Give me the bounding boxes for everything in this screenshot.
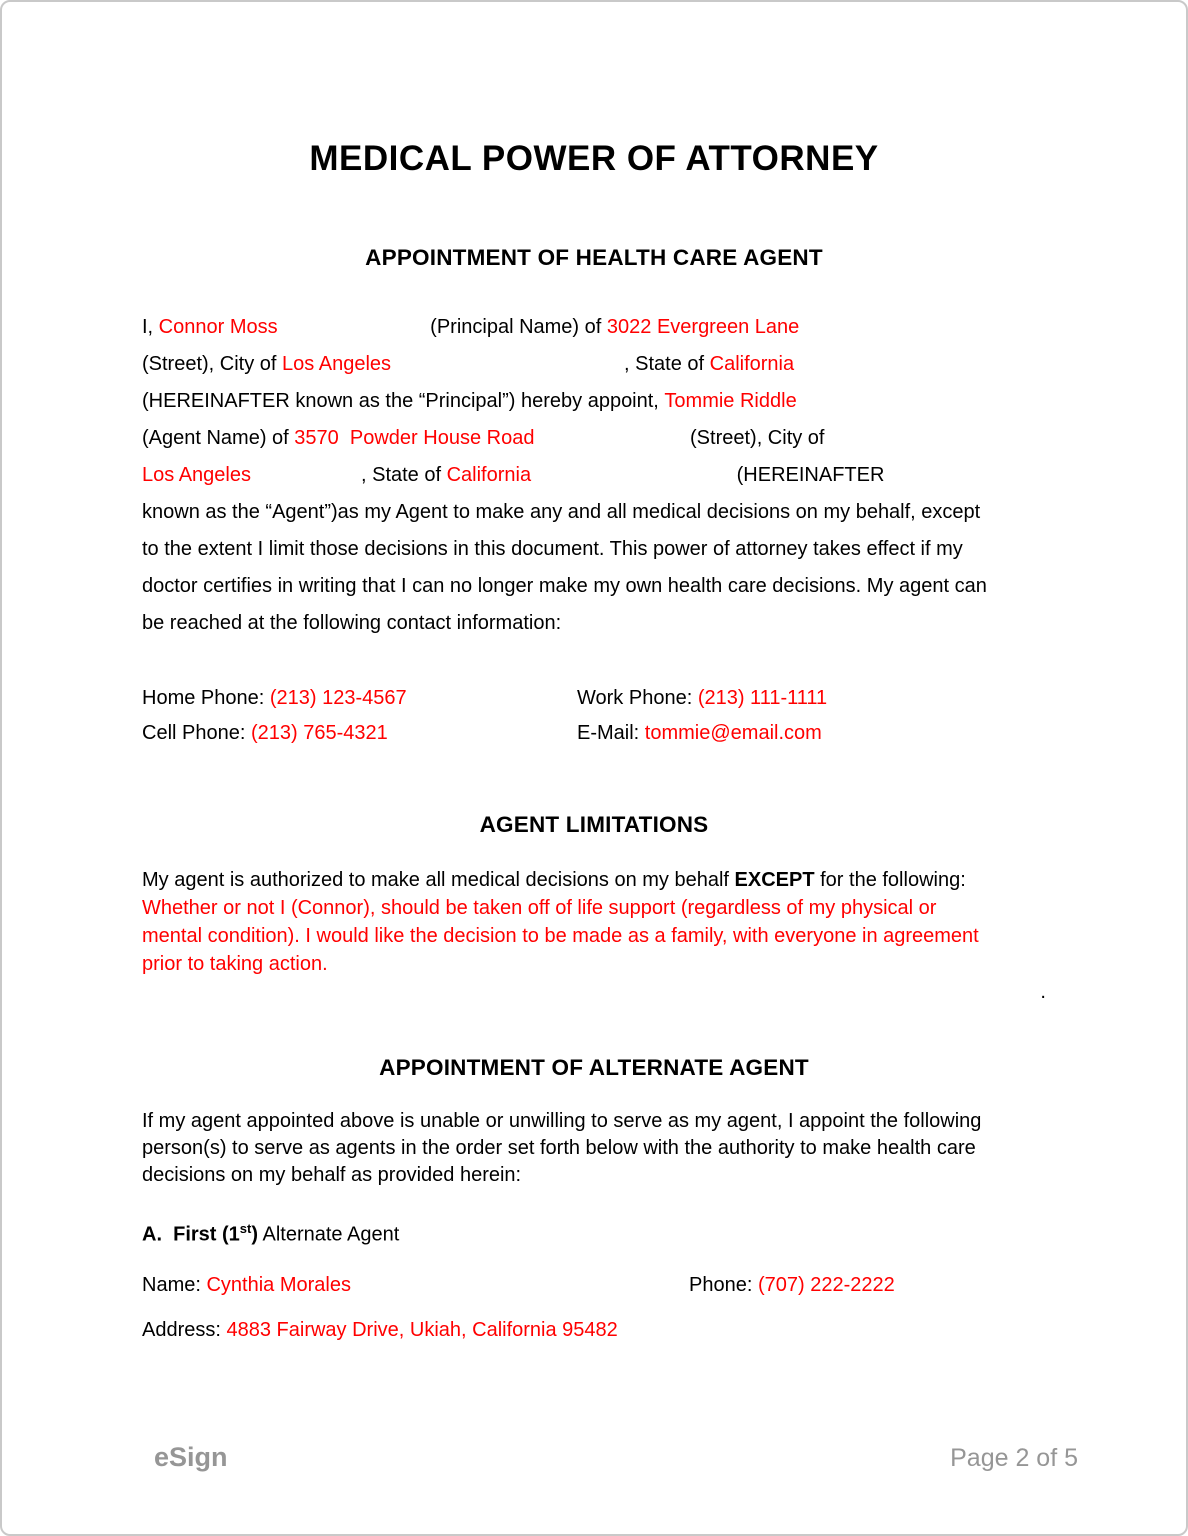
limitation-text-line xyxy=(142,951,1046,979)
alternate-phone-field xyxy=(689,1270,1036,1300)
limitation-text-line xyxy=(142,923,1046,951)
static-text: (Agent Name) of xyxy=(142,427,295,449)
limitation-text-value: prior to taking action. xyxy=(142,953,328,975)
esign-logo: eSign xyxy=(154,1442,228,1472)
limitation-blank-line xyxy=(142,979,1046,1007)
heading-alternate-agent: APPOINTMENT OF ALTERNATE AGENT xyxy=(379,1055,809,1080)
static-text: be reached at the following contact information: xyxy=(142,612,562,634)
form-line xyxy=(142,453,1046,490)
blank-line xyxy=(822,746,978,748)
page-footer xyxy=(154,1442,1078,1473)
address-label: Address: xyxy=(142,1319,227,1341)
alternate-phone-value: (707) 222-2222 xyxy=(757,1274,895,1296)
static-text: (Principal Name) of xyxy=(424,316,607,338)
blank-line xyxy=(531,488,731,490)
principal-street-value: 3022 Evergreen Lane xyxy=(606,316,800,338)
static-text: , State of xyxy=(360,464,447,486)
item-letter: A. xyxy=(142,1224,162,1246)
static-text: I, xyxy=(142,316,159,338)
static-text: (Street), City of xyxy=(684,427,825,449)
first-alternate-item xyxy=(142,1223,1046,1250)
contact-row xyxy=(142,678,1046,713)
item-ordinal-close: ) xyxy=(251,1224,259,1246)
item-ordinal: First (1 xyxy=(162,1224,240,1246)
blank-line xyxy=(799,340,1046,342)
alternate-address-row xyxy=(142,1315,1046,1345)
static-text: (HEREINAFTER known as the “Principal”) hereby appoint, xyxy=(142,390,665,412)
static-text: doctor certifies in writing that I can no longer make my own health care decisions. My agent can xyxy=(142,575,987,597)
alternate-paragraph xyxy=(142,1109,1046,1190)
email-value: tommie@email.com xyxy=(644,722,822,744)
blank-line xyxy=(895,1298,1036,1300)
work-phone-label: Work Phone: xyxy=(577,687,698,709)
alternate-address-value: 4883 Fairway Drive, Ukiah, California 95482 xyxy=(226,1319,618,1341)
alternate-name-value: Cynthia Morales xyxy=(206,1274,351,1296)
static-text: , State of xyxy=(624,353,710,375)
form-line xyxy=(142,342,1046,379)
limitation-text-line xyxy=(142,895,1046,923)
static-text: person(s) to serve as agents in the order set forth below with the authority to make health care xyxy=(142,1137,976,1159)
blank-line xyxy=(328,977,1046,979)
ordinal-superscript: st xyxy=(239,1221,252,1237)
home-phone-value: (213) 123-4567 xyxy=(269,687,407,709)
text-line xyxy=(142,1109,1046,1136)
cell-phone-field xyxy=(142,713,569,748)
static-text: Alternate Agent xyxy=(258,1224,400,1246)
form-line xyxy=(142,379,1046,416)
agent-name-value: Tommie Riddle xyxy=(664,390,797,412)
alternate-name-field xyxy=(142,1270,679,1300)
static-text: known as the “Agent”)as my Agent to make any and all medical decisions on my behalf, except xyxy=(142,501,981,523)
principal-name-value: Connor Moss xyxy=(158,316,278,338)
blank-line xyxy=(251,488,361,490)
text-line xyxy=(142,601,1046,638)
limitation-text-value: mental condition). I would like the decision to be made as a family, with everyone in agreement xyxy=(142,925,979,947)
page-title: MEDICAL POWER OF ATTORNEY xyxy=(309,139,879,178)
phone-label: Phone: xyxy=(689,1274,758,1296)
blank-line xyxy=(534,451,684,453)
blank-line xyxy=(388,746,569,748)
text-line xyxy=(142,564,1046,601)
email-label: E-Mail: xyxy=(577,722,645,744)
static-text: for the following: xyxy=(814,869,966,891)
agent-street-value: 3570 Powder House Road xyxy=(294,427,535,449)
blank-line xyxy=(351,1298,679,1300)
static-text: (Street), City of xyxy=(142,353,283,375)
work-phone-field xyxy=(577,678,978,713)
form-line xyxy=(142,305,1046,342)
static-text: (HEREINAFTER xyxy=(731,464,885,486)
page-content xyxy=(2,138,1186,1345)
heading-health-care-agent: APPOINTMENT OF HEALTH CARE AGENT xyxy=(365,245,823,270)
contact-row xyxy=(142,713,1046,748)
principal-city-value: Los Angeles xyxy=(282,353,392,375)
blank-line xyxy=(794,377,1046,379)
static-text: decisions on my behalf as provided herein: xyxy=(142,1164,522,1186)
contact-info-block xyxy=(142,678,1046,748)
heading-agent-limitations: AGENT LIMITATIONS xyxy=(479,812,709,837)
static-text: My agent is authorized to make all medical decisions on my behalf xyxy=(142,869,735,891)
form-line xyxy=(142,416,1046,453)
blank-line xyxy=(391,377,624,379)
text-line xyxy=(142,1163,1046,1190)
email-field xyxy=(577,713,978,748)
text-line xyxy=(142,1136,1046,1163)
alternate-name-row xyxy=(142,1270,1046,1300)
static-text: If my agent appointed above is unable or unwilling to serve as my agent, I appoint the following xyxy=(142,1110,982,1132)
principal-state-value: California xyxy=(709,353,795,375)
text-line xyxy=(142,527,1046,564)
cell-phone-label: Cell Phone: xyxy=(142,722,251,744)
agent-state-value: California xyxy=(446,464,532,486)
name-label: Name: xyxy=(142,1274,207,1296)
alternate-address-field xyxy=(142,1315,1046,1345)
blank-line xyxy=(797,414,1046,416)
principal-paragraph xyxy=(142,305,1046,638)
work-phone-value: (213) 111-1111 xyxy=(697,687,828,709)
home-phone-label: Home Phone: xyxy=(142,687,270,709)
limitation-text-value: Whether or not I (Connor), should be taken off of life support (regardless of my physical or xyxy=(142,897,937,919)
page-number: Page 2 of 5 xyxy=(950,1444,1078,1472)
static-text: . xyxy=(1034,981,1046,1003)
text-line xyxy=(142,490,1046,527)
home-phone-field xyxy=(142,678,569,713)
limitations-paragraph xyxy=(142,867,1046,1007)
text-line xyxy=(142,867,1046,895)
agent-city-value: Los Angeles xyxy=(142,464,251,486)
static-text: to the extent I limit those decisions in this document. This power of attorney takes effect if my xyxy=(142,538,963,560)
blank-line xyxy=(278,340,425,342)
first-alternate-item-label xyxy=(142,1216,399,1250)
except-emphasis: EXCEPT xyxy=(734,869,815,891)
blank-line xyxy=(142,1005,1035,1007)
blank-line xyxy=(618,1343,803,1345)
cell-phone-value: (213) 765-4321 xyxy=(250,722,388,744)
